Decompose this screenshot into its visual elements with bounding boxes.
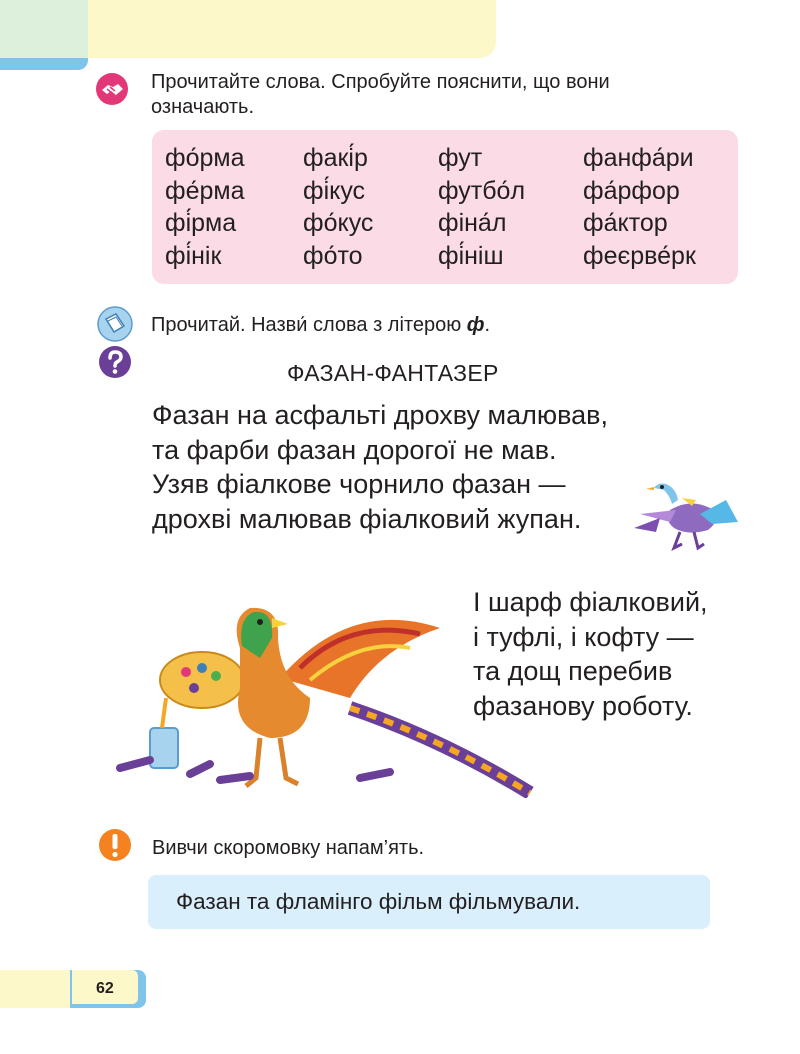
word-item: фа́ктор (583, 209, 668, 237)
word-item: факі́р (303, 144, 368, 172)
poem-title: ФАЗАН-ФАНТАЗЕР (287, 360, 499, 386)
header-band-yellow (88, 0, 496, 58)
word-item: фі́рма (165, 209, 237, 237)
poem-line: і туфлі, і кофту — (473, 621, 694, 652)
word-column-4 (583, 142, 696, 272)
task2-instruction (151, 313, 490, 337)
word-column-2 (303, 142, 373, 272)
task3-instruction: Вивчи скоромовку напам’ять. (152, 837, 425, 859)
word-item: фут (438, 144, 483, 172)
task2-instruction-end: . (484, 314, 491, 336)
poem-line: фазанову роботу. (473, 690, 693, 721)
word-item: фі́ніш (438, 241, 504, 270)
tongue-twister-text: Фазан та фламінго фільм фільмували. (176, 889, 581, 914)
word-item: фа́рфор (583, 176, 680, 205)
task1-instruction-line1: Прочитайте слова. Спробуйте пояснити, що вони (151, 71, 610, 93)
poem-line: та фарби фазан дорогої не мав. (152, 434, 557, 465)
question-icon (98, 345, 132, 379)
word-item: фіна́л (438, 209, 507, 237)
word-item: футбо́л (438, 176, 526, 205)
poem-line: дрохві малював фіалковий жупан. (152, 503, 582, 534)
poem-stanza-1 (152, 398, 608, 536)
handshake-icon (95, 72, 129, 106)
word-item: фі́кус (303, 176, 366, 205)
word-item: фе́рма (165, 176, 245, 205)
book-icon (97, 306, 133, 342)
header-band-green (0, 0, 88, 58)
poem-line: Фазан на асфальті дрохву малював, (152, 400, 609, 430)
task2-letter: ф (466, 314, 485, 336)
bird-illustration (630, 470, 742, 554)
word-item: фо́кус (303, 209, 374, 237)
poem-line: та дощ перебив (473, 656, 673, 686)
word-item: феєрве́рк (583, 241, 696, 270)
task1-instruction-line2: означають. (151, 96, 255, 118)
exclamation-icon (98, 828, 132, 862)
word-item: фо́рма (165, 144, 245, 172)
poem-line: Узяв фіалкове чорнило фазан — (152, 469, 566, 499)
footer-band (0, 970, 72, 1008)
page-number: 62 (96, 980, 114, 997)
word-item: фо́то (303, 241, 363, 270)
word-item: фанфа́ри (583, 144, 694, 172)
header-band-blue (0, 58, 88, 70)
poem-stanza-2 (473, 585, 708, 723)
task2-instruction-text: Прочитай. Назви́ слова з літерою (151, 314, 467, 336)
word-column-3 (438, 142, 525, 272)
poem-line: І шарф фіалковий, (473, 587, 708, 617)
word-item: фі́нік (165, 241, 222, 270)
word-column-1 (165, 142, 244, 272)
